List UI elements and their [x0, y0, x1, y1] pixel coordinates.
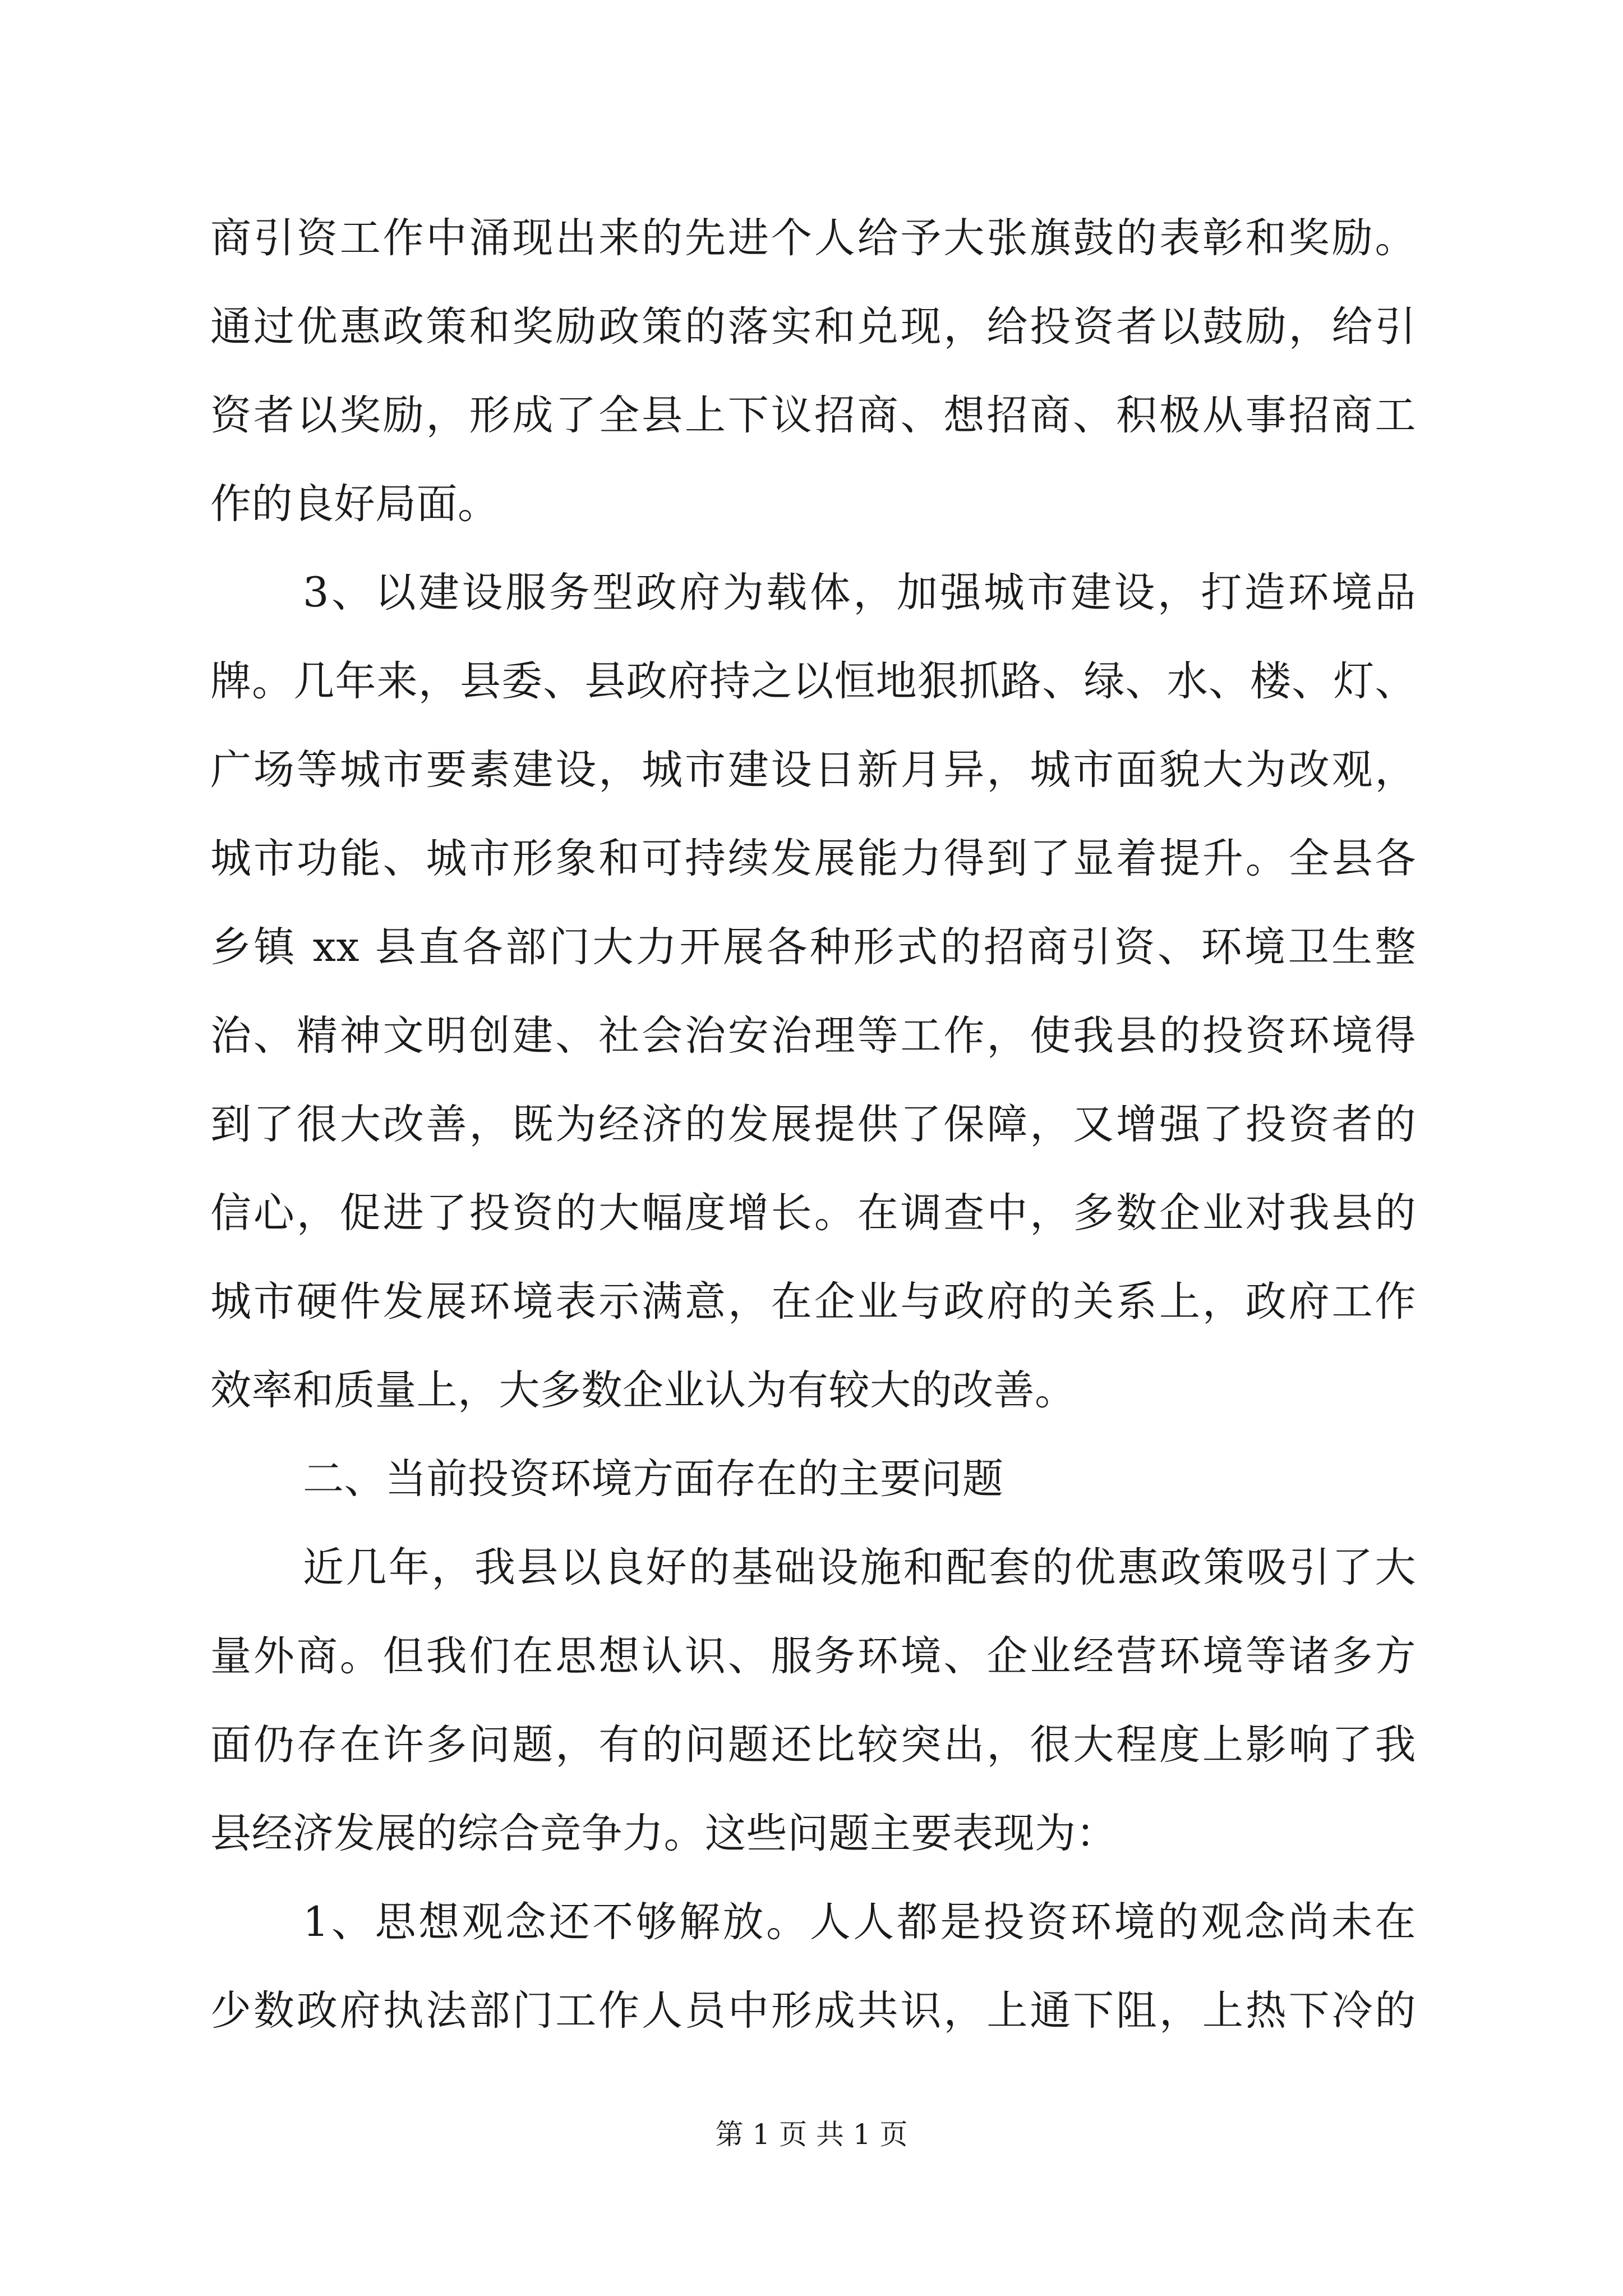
- text-line: 少数政府执法部门工作人员中形成共识，上通下阻，上热下冷的: [210, 1987, 1416, 2035]
- text-line: 资者以奖励，形成了全县上下议招商、想招商、积极从事招商工: [210, 392, 1416, 439]
- text-line: 3、以建设服务型政府为载体，加强城市建设，打造环境品: [303, 569, 1416, 616]
- text-line: 县经济发展的综合竞争力。这些问题主要表现为：: [210, 1810, 1117, 1857]
- document-body: [210, 194, 1416, 2055]
- text-line: 量外商。但我们在思想认识、服务环境、企业经营环境等诸多方: [210, 1632, 1416, 1680]
- page-number-footer: 第 1 页 共 1 页: [715, 2118, 908, 2151]
- text-line: 通过优惠政策和奖励政策的落实和兑现，给投资者以鼓励，给引: [210, 303, 1416, 351]
- text-line: 牌。几年来，县委、县政府持之以恒地狠抓路、绿、水、楼、灯、: [210, 657, 1416, 705]
- text-line: 到了很大改善，既为经济的发展提供了保障，又增强了投资者的: [210, 1101, 1416, 1148]
- text-line: 城市硬件发展环境表示满意，在企业与政府的关系上，政府工作: [210, 1278, 1416, 1326]
- text-line: 治、精神文明创建、社会治安治理等工作，使我县的投资环境得: [210, 1012, 1416, 1060]
- text-line: 广场等城市要素建设，城市建设日新月异，城市面貌大为改观，: [210, 746, 1416, 794]
- text-line: 信心，促进了投资的大幅度增长。在调查中，多数企业对我县的: [210, 1189, 1416, 1237]
- text-line: 效率和质量上，大多数企业认为有较大的改善。: [210, 1366, 1076, 1414]
- section-heading: 二、当前投资环境方面存在的主要问题: [303, 1455, 1004, 1503]
- text-line: 1、思想观念还不够解放。人人都是投资环境的观念尚未在: [303, 1898, 1416, 1946]
- text-line: 城市功能、城市形象和可持续发展能力得到了显着提升。全县各: [210, 835, 1416, 882]
- text-line: 近几年，我县以良好的基础设施和配套的优惠政策吸引了大: [303, 1544, 1416, 1591]
- text-line: 乡镇 xx 县直各部门大力开展各种形式的招商引资、环境卫生整: [210, 923, 1416, 971]
- text-line: 作的良好局面。: [210, 480, 499, 528]
- text-line: 面仍存在许多问题，有的问题还比较突出，很大程度上影响了我: [210, 1721, 1416, 1769]
- text-line: 商引资工作中涌现出来的先进个人给予大张旗鼓的表彰和奖励。: [210, 214, 1416, 262]
